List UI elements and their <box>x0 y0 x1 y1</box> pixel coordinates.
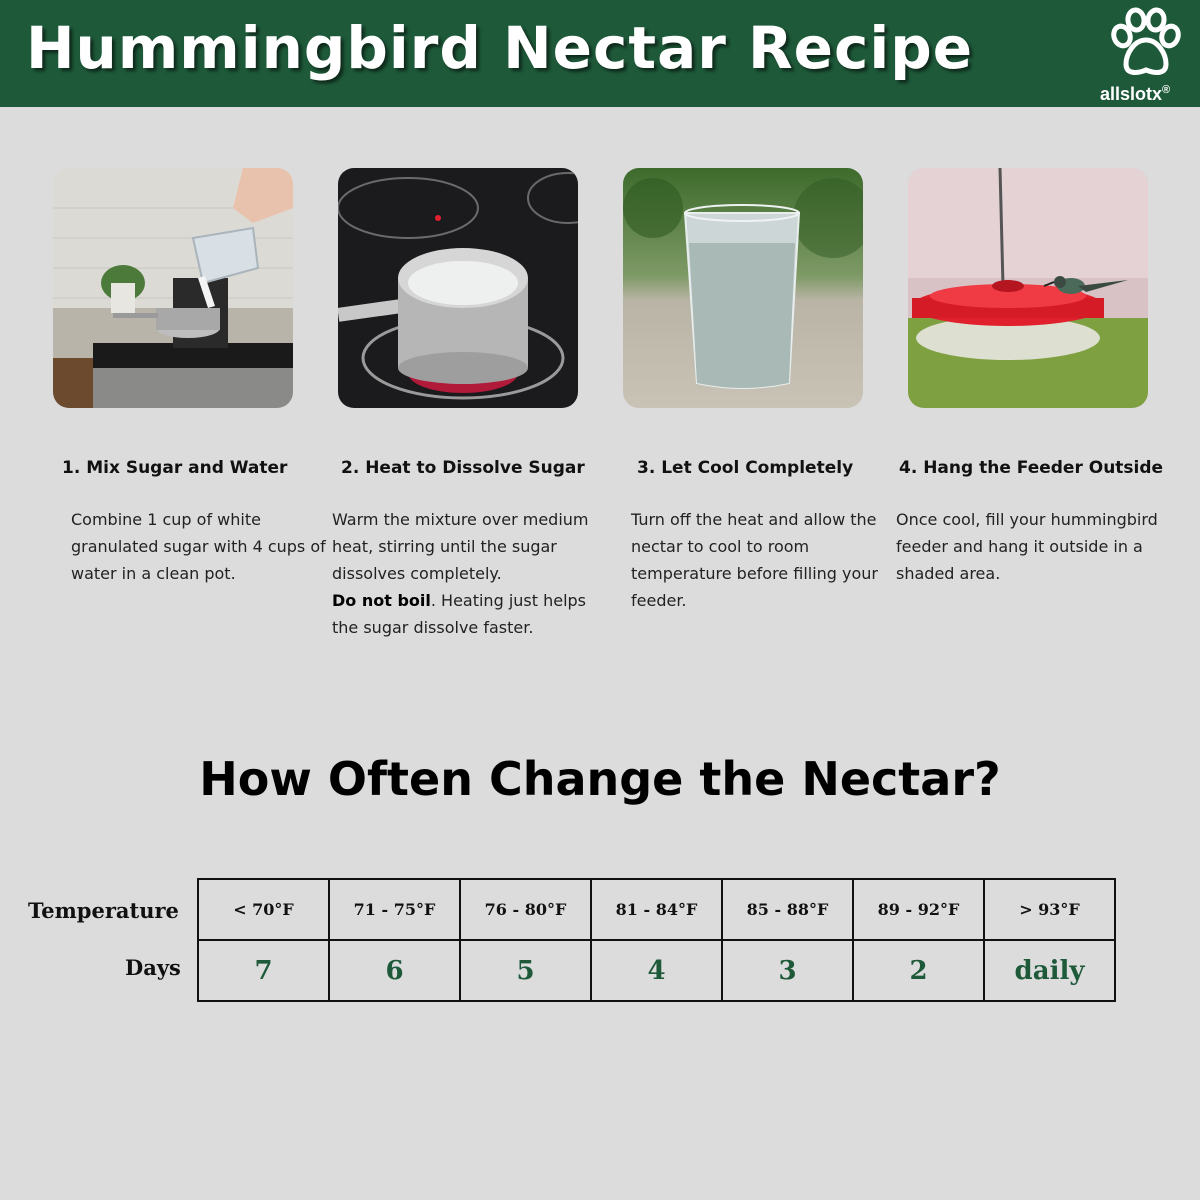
days-cell: 7 <box>198 940 329 1001</box>
days-cell: 2 <box>853 940 984 1001</box>
step-text: Turn off the heat and allow the nectar to cool to room temperature before filling your feeder. <box>631 510 879 610</box>
temperature-cell: 81 - 84°F <box>591 879 722 940</box>
temperature-cell: 85 - 88°F <box>722 879 853 940</box>
step-text: Once cool, fill your hummingbird feeder and hang it outside in a shaded area. <box>896 510 1158 583</box>
temperature-cell: > 93°F <box>984 879 1115 940</box>
schedule-title: How Often Change the Nectar? <box>199 752 1001 806</box>
brand-name: allslotx® <box>1100 84 1171 104</box>
step-title: 4. Hang the Feeder Outside <box>899 458 1164 478</box>
step-text: Warm the mixture over medium heat, stirring until the sugar dissolves completely. Do not boil. Heating just helps the sugar dissolve faster. <box>332 510 589 637</box>
days-row-label: Days <box>125 955 181 980</box>
days-cell: 3 <box>722 940 853 1001</box>
paw-print-icon <box>1106 6 1186 82</box>
page-title: Hummingbird Nectar Recipe <box>26 14 974 82</box>
nectar-change-table <box>197 878 1116 1002</box>
days-cell: 5 <box>460 940 591 1001</box>
glass-of-water-photo <box>623 168 863 408</box>
temperature-cell: < 70°F <box>198 879 329 940</box>
temperature-row <box>198 879 1115 940</box>
days-cell: 6 <box>329 940 460 1001</box>
temperature-cell: 89 - 92°F <box>853 879 984 940</box>
warning-bold-text: Do not boil <box>332 591 431 610</box>
temperature-row-label: Temperature <box>28 898 179 923</box>
header-banner <box>0 0 1200 107</box>
brand-logo <box>1096 6 1200 106</box>
hummingbird-at-feeder-photo <box>908 168 1148 408</box>
step-text: Combine 1 cup of white granulated sugar with 4 cups of water in a clean pot. <box>71 510 326 583</box>
pot-on-stove-photo <box>338 168 578 408</box>
step-title: 3. Let Cool Completely <box>637 458 854 478</box>
step-title: 1. Mix Sugar and Water <box>62 458 288 478</box>
days-cell: 4 <box>591 940 722 1001</box>
days-row <box>198 940 1115 1001</box>
pouring-sugar-into-pot-photo <box>53 168 293 408</box>
temperature-cell: 76 - 80°F <box>460 879 591 940</box>
step-title: 2. Heat to Dissolve Sugar <box>341 458 585 478</box>
temperature-cell: 71 - 75°F <box>329 879 460 940</box>
days-cell: daily <box>984 940 1115 1001</box>
